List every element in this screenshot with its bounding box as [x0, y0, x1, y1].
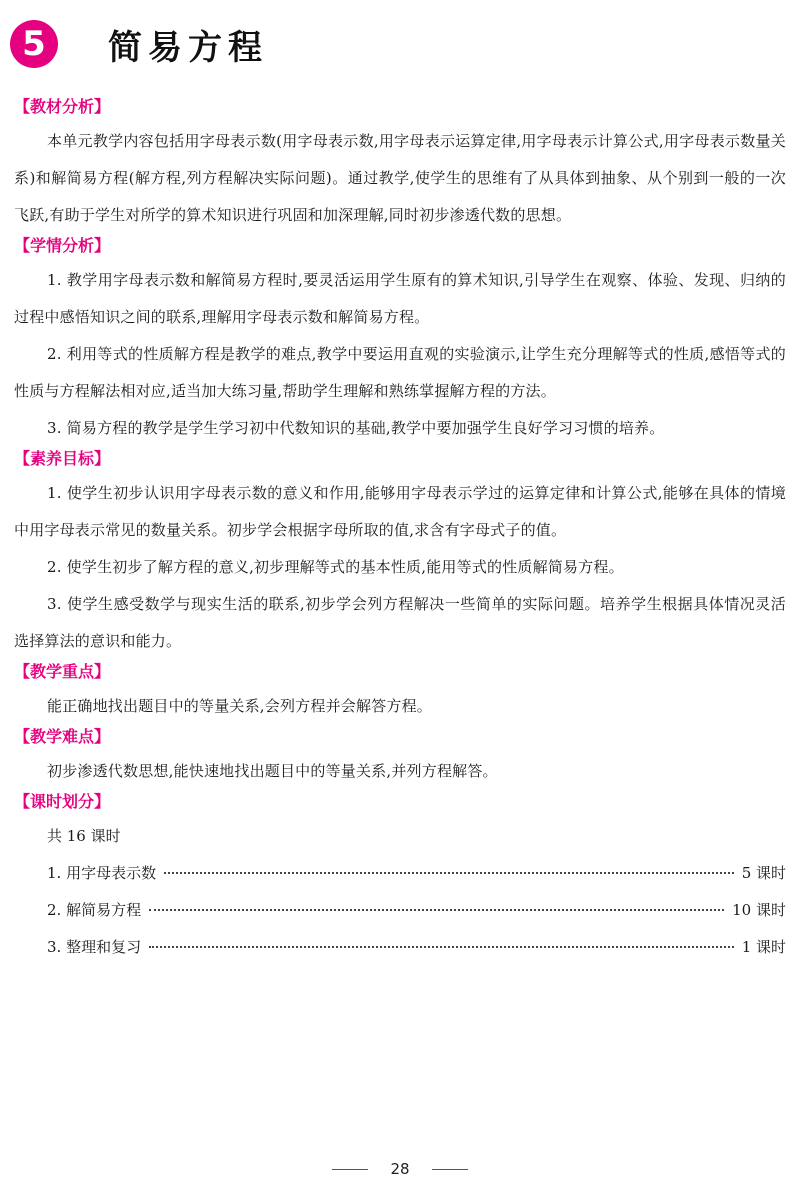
paragraph: 初步渗透代数思想,能快速地找出题目中的等量关系,并列方程解答。: [47, 762, 498, 780]
paragraph: 1. 使学生初步认识用字母表示数的意义和作用,能够用字母表示学过的运算定律和计算公式,能够在具体的情境中用字母表示常见的数量关系。初步学会根据字母所取的值,求含有字母式子的值。: [14, 484, 786, 539]
paragraph: 3. 使学生感受数学与现实生活的联系,初步学会列方程解决一些简单的实际问题。培养学生根据具体情况灵活选择算法的意识和能力。: [14, 595, 786, 650]
section-heading: 【教学重点】: [14, 662, 111, 681]
schedule-item: [14, 855, 786, 892]
page-footer: [0, 1160, 800, 1178]
section-textbook-analysis: [14, 95, 786, 234]
section-heading: 【教材分析】: [14, 97, 111, 116]
paragraph: 1. 教学用字母表示数和解简易方程时,要灵活运用学生原有的算术知识,引导学生在观察、体验、发现、归纳的过程中感悟知识之间的联系,理解用字母表示数和解简易方程。: [14, 271, 786, 326]
section-heading: 【课时划分】: [14, 792, 111, 811]
footer-rule-left: [332, 1169, 368, 1170]
paragraph: 能正确地找出题目中的等量关系,会列方程并会解答方程。: [47, 697, 432, 715]
paragraph: 本单元教学内容包括用字母表示数(用字母表示数,用字母表示运算定律,用字母表示计算公式,用字母表示数量关系)和解简易方程(解方程,列方程解决实际问题)。通过教学,使学生的思维有了从具体到抽象、从个别到一般的一次飞跃,有助于学生对所学的算术知识进行巩固和加深理解,同时初步渗透代数的思想。: [14, 132, 786, 224]
section-heading: 【素养目标】: [14, 449, 111, 468]
schedule-item-label: 1. 用字母表示数: [47, 864, 157, 882]
unit-title: 简易方程: [108, 27, 268, 68]
schedule-item: [14, 929, 786, 966]
schedule-item-hours: 5 课时: [741, 864, 786, 882]
schedule-list: [14, 855, 786, 966]
dot-leader: [149, 909, 724, 911]
page-content: [14, 95, 786, 966]
schedule-item-label: 2. 解简易方程: [47, 901, 142, 919]
section-lesson-schedule: [14, 790, 786, 966]
section-heading: 【教学难点】: [14, 727, 111, 746]
schedule-item-hours: 1 课时: [741, 938, 786, 956]
page-header: [10, 16, 268, 72]
section-student-analysis: [14, 234, 786, 447]
unit-number-badge: 5: [10, 20, 58, 68]
section-difficult-points: [14, 725, 786, 790]
schedule-total: 共 16 课时: [47, 827, 121, 845]
schedule-item-hours: 10 课时: [732, 901, 786, 919]
schedule-item-label: 3. 整理和复习: [47, 938, 142, 956]
footer-rule-right: [432, 1169, 468, 1170]
paragraph: 2. 使学生初步了解方程的意义,初步理解等式的基本性质,能用等式的性质解简易方程。: [47, 558, 624, 576]
paragraph: 2. 利用等式的性质解方程是教学的难点,教学中要运用直观的实验演示,让学生充分理解等式的性质,感悟等式的性质与方程解法相对应,适当加大练习量,帮助学生理解和熟练掌握解方程的方法。: [14, 345, 786, 400]
dot-leader: [149, 946, 734, 948]
section-heading: 【学情分析】: [14, 236, 111, 255]
page-number: 28: [390, 1160, 410, 1178]
section-competency-goals: [14, 447, 786, 660]
schedule-item: [14, 892, 786, 929]
paragraph: 3. 简易方程的教学是学生学习初中代数知识的基础,教学中要加强学生良好学习习惯的培养。: [47, 419, 665, 437]
section-key-points: [14, 660, 786, 725]
dot-leader: [164, 872, 734, 874]
